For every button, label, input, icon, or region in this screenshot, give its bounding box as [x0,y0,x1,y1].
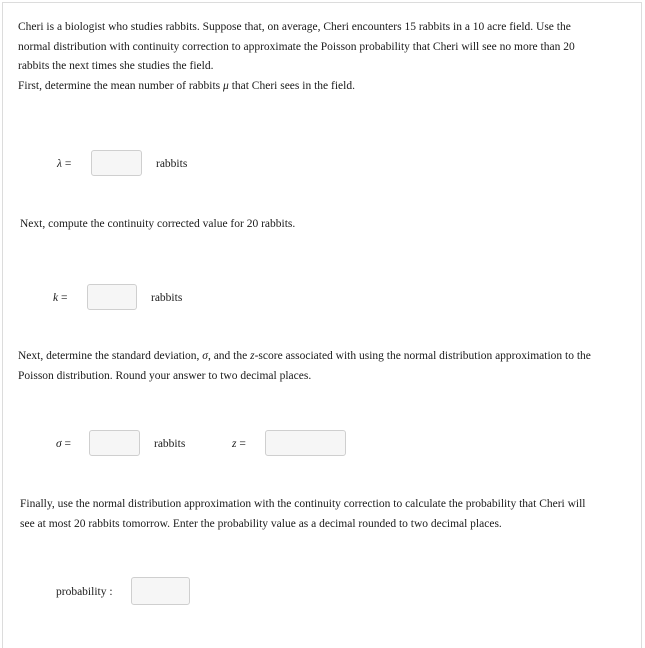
problem-line-1: Cheri is a biologist who studies rabbits. Suppose that, on average, Cheri encounters 15 rabbits in a 10 acre field. Use the [18,21,571,33]
sigma-unit: rabbits [154,438,186,450]
lambda-input[interactable] [91,150,142,176]
sigma-symbol: σ [56,438,62,450]
step2-instruction: Next, compute the continuity corrected value for 20 rabbits. [20,218,296,230]
probability-input[interactable] [131,577,190,605]
question-panel [2,2,642,648]
probability-label: probability : [56,586,113,598]
k-label [53,292,67,304]
z-input[interactable] [265,430,346,456]
step3-text-b: , and the [207,350,251,362]
problem-statement [18,18,623,77]
lambda-unit: rabbits [156,158,188,170]
lambda-equals: = [61,158,72,170]
step1-text-before: First, determine the mean number of rabbits [18,80,224,92]
step3-text-a: Next, determine the standard deviation, [18,350,203,362]
step1-text-after: that Cheri sees in the field. [228,80,355,92]
problem-line-2: normal distribution with continuity correction to approximate the Poisson probability that Cheri will see no more than 20 [18,40,575,53]
sigma-label [56,438,71,450]
sigma-input[interactable] [89,430,140,456]
step3-line-1 [18,347,623,367]
lambda-symbol: λ [57,158,62,170]
step1-instruction [18,77,623,97]
z-equals: = [236,438,246,450]
z-label [232,438,246,450]
sigma-symbol-inline: σ [202,350,208,362]
step4-line-2: see at most 20 rabbits tomorrow. Enter the probability value as a decimal rounded to two decimal places. [20,517,502,530]
step3-line-2: Poisson distribution. Round your answer to two decimal places. [18,369,312,382]
mu-symbol: μ [223,80,229,92]
step4-instruction [20,495,625,534]
sigma-equals: = [61,438,72,450]
z-symbol: z [232,438,237,450]
k-unit: rabbits [151,292,183,304]
lambda-label [57,158,71,170]
k-symbol: k [53,292,59,304]
step3-instruction [18,347,623,386]
k-equals: = [58,292,68,304]
k-input[interactable] [87,284,137,310]
z-symbol-inline: z [250,350,255,362]
step3-text-c: -score associated with using the normal distribution approximation to the [254,350,591,362]
problem-line-3: rabbits the next times she studies the field. [18,60,214,72]
step4-line-1: Finally, use the normal distribution approximation with the continuity correction to calculate the probability that Cheri will [20,498,586,510]
